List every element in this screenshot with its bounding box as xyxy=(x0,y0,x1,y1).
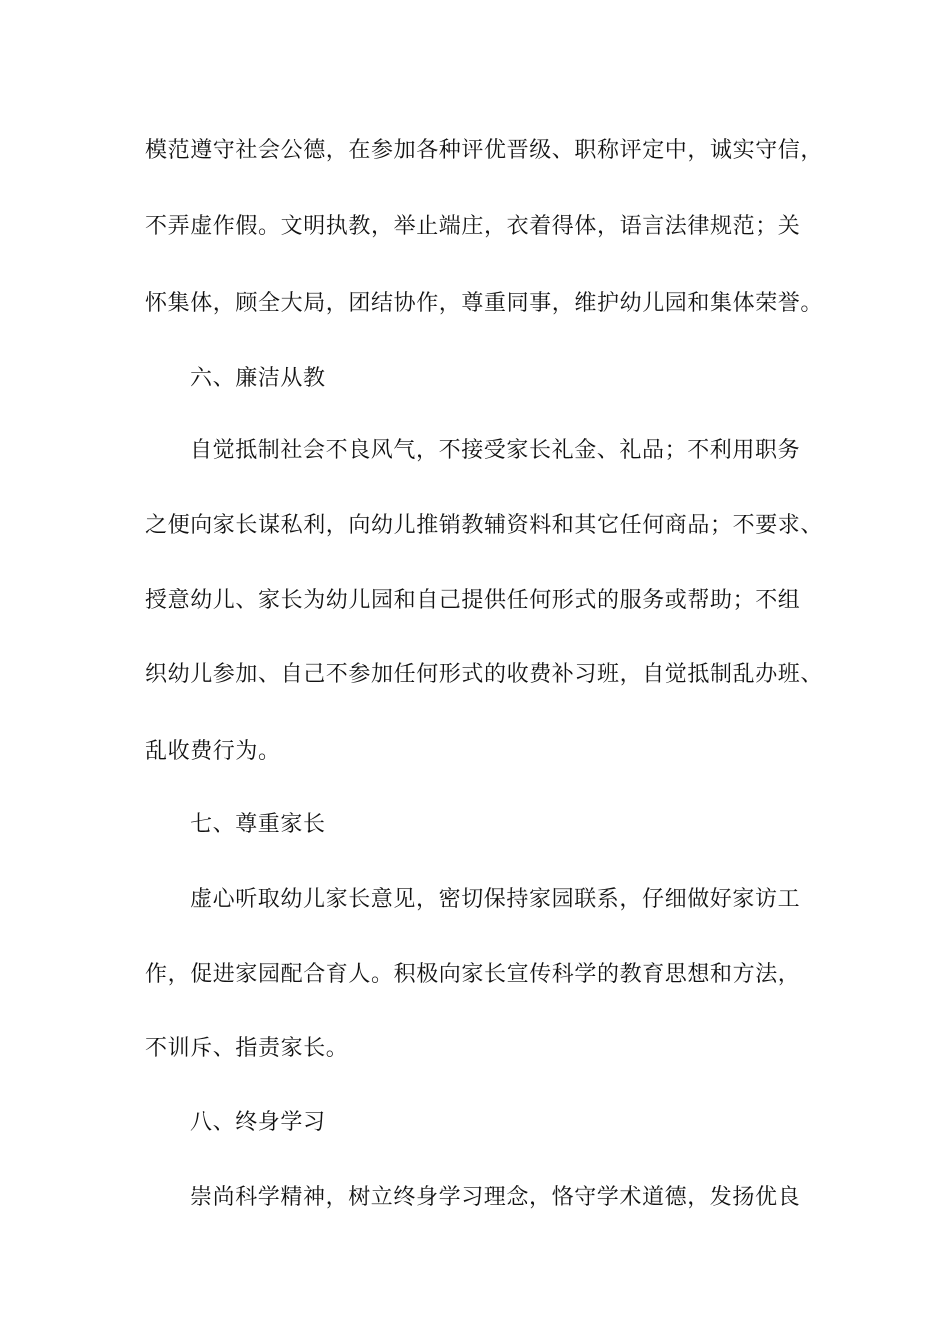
text-line: 模范遵守社会公德，在参加各种评优晋级、职称评定中，诚实守信， xyxy=(145,138,824,163)
text-line: 不训斥、指责家长。 xyxy=(145,1036,349,1061)
text-line: 自觉抵制社会不良风气，不接受家长礼金、礼品；不利用职务 xyxy=(190,438,801,463)
section-heading: 八、终身学习 xyxy=(190,1110,326,1135)
text-line: 授意幼儿、家长为幼儿园和自己提供任何形式的服务或帮助；不组 xyxy=(145,588,801,613)
section-heading: 六、廉洁从教 xyxy=(190,366,326,391)
text-line: 不弄虚作假。文明执教，举止端庄，衣着得体，语言法律规范；关 xyxy=(145,214,801,239)
text-line: 虚心听取幼儿家长意见，密切保持家园联系，仔细做好家访工 xyxy=(190,887,801,912)
text-line: 作，促进家园配合育人。积极向家长宣传科学的教育思想和方法， xyxy=(145,962,801,987)
text-line: 之便向家长谋私利，向幼儿推销教辅资料和其它任何商品；不要求、 xyxy=(145,513,824,538)
text-line: 乱收费行为。 xyxy=(145,739,281,764)
text-line: 织幼儿参加、自己不参加任何形式的收费补习班，自觉抵制乱办班、 xyxy=(145,662,824,687)
text-line: 崇尚科学精神，树立终身学习理念，恪守学术道德，发扬优良 xyxy=(190,1185,801,1210)
text-line: 怀集体，顾全大局，团结协作，尊重同事，维护幼儿园和集体荣誉。 xyxy=(145,291,824,316)
section-heading: 七、尊重家长 xyxy=(190,812,326,837)
